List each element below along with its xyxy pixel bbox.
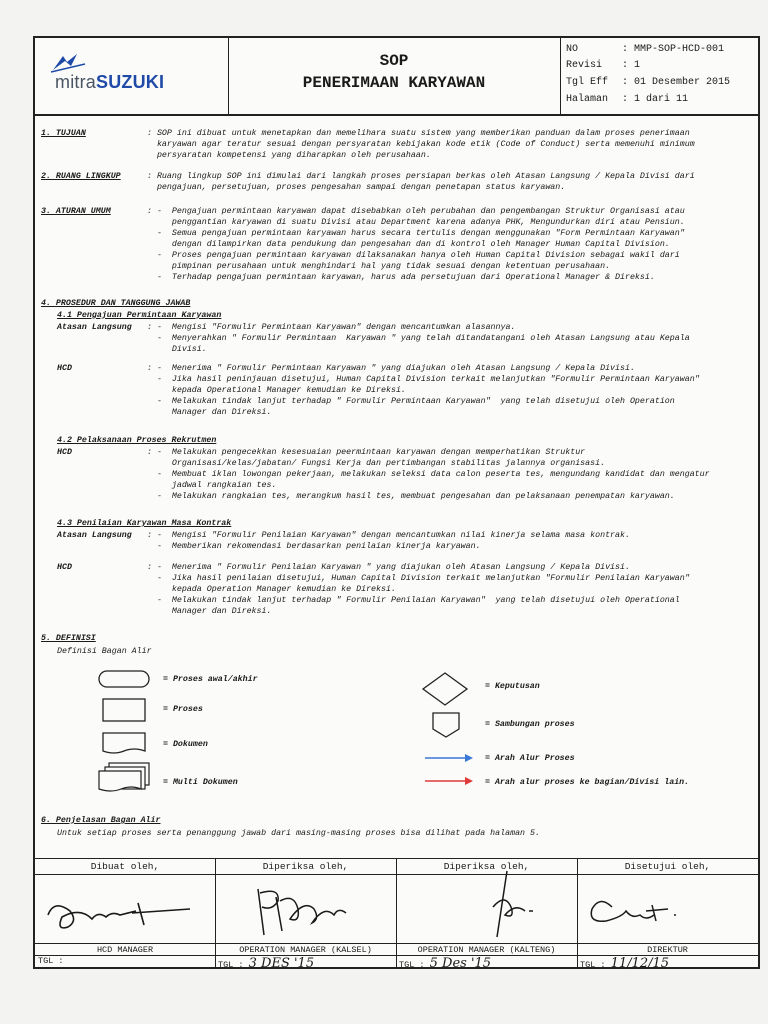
terminator-shape-icon	[99, 671, 149, 687]
sig-tgl-om-kalteng: TGL : 5 Des '15	[396, 955, 577, 968]
signature-col-hcd	[35, 859, 216, 968]
who-atasan-4-1: Atasan Langsung	[57, 323, 132, 332]
sig-tgl-om-kalsel: TGL : 3 DES '15	[215, 955, 396, 968]
document-shape-icon	[103, 733, 145, 753]
section-tujuan-text: : SOP ini dibuat untuk menetapkan dan memelihara suatu sistem yang memberikan panduan dalam proses penerimaan karyawan agar teratur sesuai dengan persyaratan kebijakan kode etik (Code of Conduct) serta memenuhi minimum persyaratan kompetensi yang diharapkan oleh perusahaan.	[147, 129, 695, 160]
logo-text-suzuki: SUZUKI	[96, 72, 165, 92]
meta-revisi: Revisi : 1	[566, 60, 641, 71]
doc-title: PENERIMAAN KARYAWAN	[302, 74, 486, 92]
sig-tgl-direktur: TGL : 11/12/15	[577, 955, 758, 968]
sig-tgl-hcd: TGL :	[35, 955, 215, 968]
who-hcd-4-2: HCD	[57, 448, 72, 457]
sig-head-diperiksa-1: Diperiksa oleh,	[262, 861, 349, 872]
text-atasan-4-3: : - Mengisi "Formulir Penilaian Karyawan" dengan mencantumkan nilai kinerja selama masa kontrak. - Memberikan rekomendasi berdasarkan penilaian kinerja karyawan.	[147, 531, 630, 551]
logo-cell	[35, 38, 229, 114]
sig-head-dibuat: Dibuat oleh,	[90, 861, 160, 872]
title-cell	[228, 38, 561, 114]
who-hcd-4-3: HCD	[57, 563, 72, 572]
text-hcd-4-3: : - Menerima " Formulir Penilaian Karyawan " yang diajukan oleh Atasan Langsung / Kepala Divisi. - Jika hasil penilaian disetujui, Human Capital Division terkait melanjutkan "Formulir Penilaian Karyawan" kepada Operation Manager kemudian ke Direksi. - Melakukan tindak lanjut terhadap " Formulir Penilaian Karyawan" yang telah disetujui oleh Operational Manager dan Direksi.	[147, 563, 690, 616]
sig-date-direktur: 11/12/15	[610, 956, 670, 971]
text-hcd-4-2: : - Melakukan pengecekkan kesesuaian peermintaan karyawan dengan memperhatikan Struktur Organisasi/kelas/jabatan/ Fungsi Kerja dan pertimbangan stabilitas jalannya organisasi. - Membuat iklan lowongan pekerjaan, melakukan seleksi data calon peserta tes, mengundang kandidat dan mengatur jadwal rangkaian tes. - Melakukan rangkaian tes, merangkum hasil tes, membuat pengesahan dan pelaksanaan penempatan karyawan.	[147, 448, 710, 501]
section-aturan-umum-text: : - Pengajuan permintaan karyawan dapat disebabkan oleh perubahan dan pengembangan Struktur Organisasi atau penggantian karyawan di suatu Divisi atau Department karena adanya PHK, Mengundurkan diri atau Pensiun. - Semua pengajuan permintaan karyawan harus secara tertulis dengan menggunakan "Form Permintaan Karyawan" dengan dilampirkan data pendukung dan pengesahan dan di kontrol oleh Manager Human Capital Division. - Proses pengajuan permintaan karyawan dilaksanakan hanya oleh Human Capital Division sebagai wakil dari pimpinan perusahaan untuk menghindari hal yang tidak sesuai dengan ketentuan perusahaan. - Terhadap pengajuan permintaan karyawan, harus ada persetujuan dari Operational Manager & Direksi.	[147, 207, 685, 282]
arrow-blue-icon	[425, 754, 473, 762]
sig-head-disetujui: Disetujui oleh,	[624, 861, 711, 872]
meta-tgl-eff: Tgl Eff : 01 Desember 2015	[566, 77, 731, 88]
section-ruang-lingkup-label: 2. RUANG LINGKUP	[41, 172, 121, 181]
sig-role-om-kalteng: OPERATION MANAGER (KALTENG)	[396, 943, 577, 955]
section-penjelasan-text: Untuk setiap proses serta penanggung jawab dari masing-masing proses bisa dilihat pada halaman 5.	[57, 829, 540, 838]
company-logo	[55, 72, 164, 93]
meta-halaman: Halaman : 1 dari 11	[566, 94, 689, 105]
legend-proses: = Proses	[163, 705, 203, 714]
who-atasan-4-3: Atasan Langsung	[57, 531, 132, 540]
signature-direktur-icon	[582, 881, 752, 941]
legend-arah-alur: = Arah Alur Proses	[485, 754, 575, 763]
legend-multi-dokumen: = Multi Dokumen	[163, 778, 238, 787]
sop-page	[33, 36, 760, 969]
signature-table	[35, 858, 758, 971]
legend-proses-awal: = Proses awal/akhir	[163, 675, 258, 684]
sig-head-diperiksa-2: Diperiksa oleh,	[443, 861, 530, 872]
definisi-subtitle: Definisi Bagan Alir	[57, 647, 152, 656]
section-tujuan-label: 1. TUJUAN	[41, 129, 86, 138]
section-prosedur-label: 4. PROSEDUR DAN TANGGUNG JAWAB	[41, 299, 191, 308]
legend-sambungan: = Sambungan proses	[485, 720, 575, 729]
connector-shape-icon	[433, 713, 459, 737]
legend-dokumen: = Dokumen	[163, 740, 208, 749]
legend-keputusan: = Keputusan	[485, 682, 540, 691]
suzuki-logo-icon	[49, 52, 89, 74]
signature-col-om-kalsel	[215, 859, 397, 971]
section-aturan-umum-label: 3. ATURAN UMUM	[41, 207, 111, 216]
text-atasan-4-1: : - Mengisi "Formulir Permintaan Karyawan" dengan mencantumkan alasannya. - Menyerahkan " Formulir Permintaan Karyawan " yang telah ditandatangani oleh Atasan Langsung atau Kepala Divisi.	[147, 323, 690, 354]
sig-role-om-kalsel: OPERATION MANAGER (KALSEL)	[215, 943, 396, 955]
doc-type: SOP	[379, 52, 409, 70]
arrow-red-icon	[425, 777, 473, 785]
section-definisi-label: 5. DEFINISI	[41, 634, 96, 643]
sig-date-om-kalsel: 3 DES '15	[248, 956, 315, 971]
logo-text-mitra: mitra	[55, 72, 96, 92]
sig-role-direktur: DIREKTUR	[577, 943, 758, 955]
section-ruang-lingkup-text: : Ruang lingkup SOP ini dimulai dari langkah proses persiapan berkas oleh Atasan Langsung / Kepala Divisi dari pengajuan, persetujuan, proses pengesahan sampai dengan penetapan status karyawan.	[147, 172, 695, 192]
meta-cell	[560, 38, 758, 114]
signature-col-om-kalteng	[396, 859, 578, 971]
signature-col-direktur	[577, 859, 758, 971]
process-shape-icon	[103, 699, 145, 721]
meta-no: NO : MMP-SOP-HCD-001	[566, 44, 725, 55]
flowchart-legend-shapes	[35, 663, 758, 793]
sub-4-2-label: 4.2 Pelaksanaan Proses Rekrutmen	[57, 436, 217, 445]
sig-role-hcd-manager: HCD MANAGER	[35, 943, 215, 955]
section-penjelasan-label: 6. Penjelasan Bagan Alir	[41, 816, 161, 825]
sig-date-om-kalteng: 5 Des '15	[429, 956, 492, 971]
who-hcd-4-1: HCD	[57, 364, 72, 373]
text-hcd-4-1: : - Menerima " Formulir Permintaan Karyawan " yang diajukan oleh Atasan Langsung / Kepala Divisi. - Jika hasil peninjauan disetujui, Human Capital Division terkait melanjutkan "Formulir Permintaan Karyawan" kepada Operational Manager kemudian ke Direksi. - Melakukan tindak lanjut terhadap " Formulir Permintaan Karyawan" yang telah disetujui oleh Operation Manager dan Direksi.	[147, 364, 700, 417]
signature-om-kalteng-icon	[401, 867, 571, 942]
signature-om-kalsel-icon	[220, 879, 390, 943]
sub-4-1-label: 4.1 Pengajuan Permintaan Karyawan	[57, 311, 222, 320]
legend-arah-alur-lain: = Arah alur proses ke bagian/Divisi lain.	[485, 778, 690, 787]
document-header	[35, 38, 758, 116]
decision-shape-icon	[423, 673, 467, 705]
multi-document-shape-icon	[99, 763, 149, 791]
signature-hcd-manager-icon	[40, 881, 210, 941]
sub-4-3-label: 4.3 Penilaian Karyawan Masa Kontrak	[57, 519, 232, 528]
